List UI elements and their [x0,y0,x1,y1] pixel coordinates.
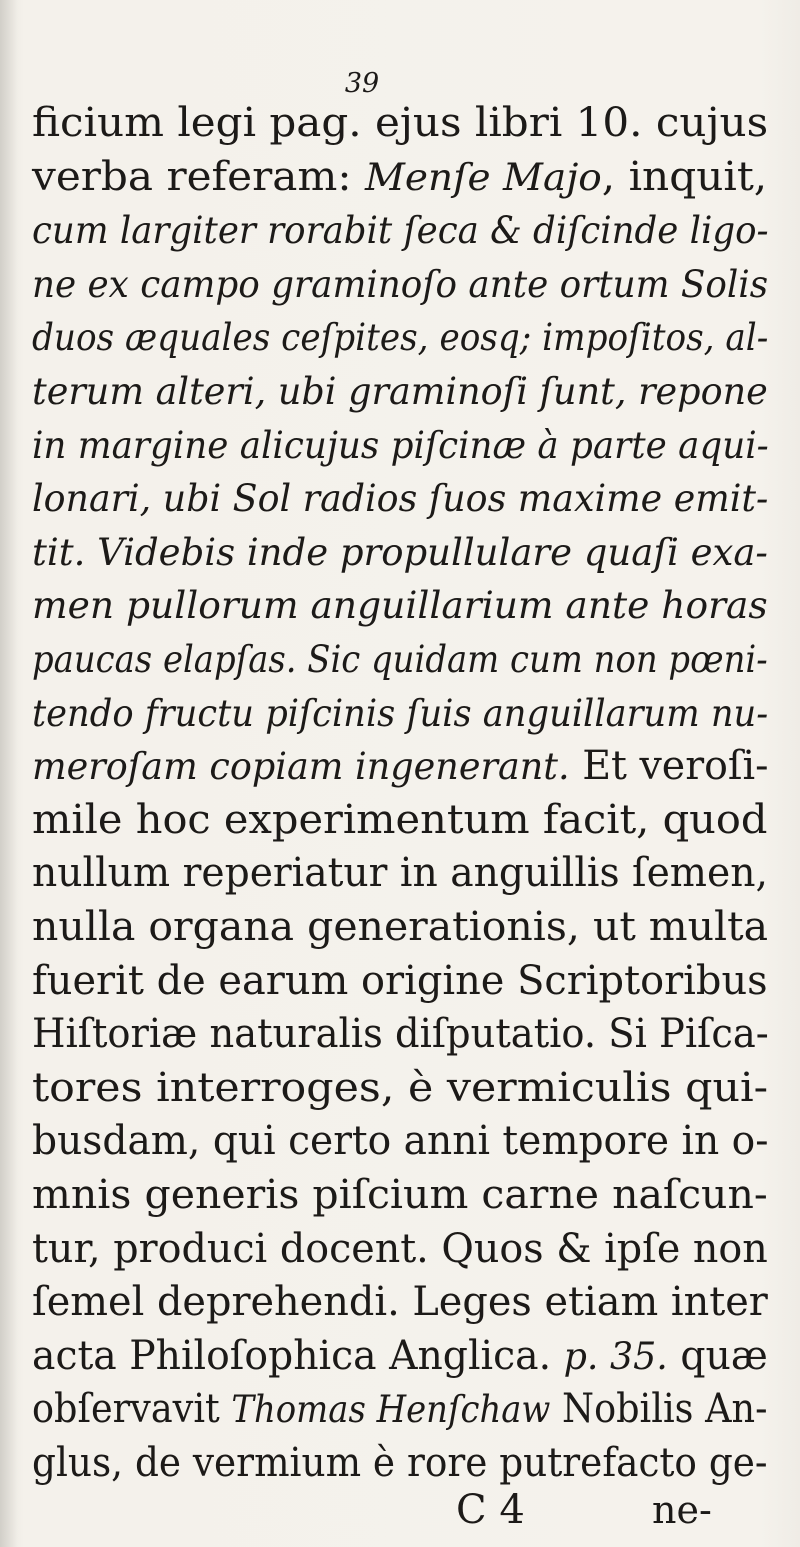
text-line [32,956,768,1006]
catchword: ne- [652,1488,712,1532]
italic-text: men pullorum anguillarium ante horas [32,584,768,628]
italic-text: Thomas Henſchaw [231,1388,551,1432]
italic-text: lonari, ubi Sol radios ſuos maxime emit- [32,477,769,521]
roman-text: tores interroges, è vermiculis qui- [32,1064,769,1111]
italic-text: tit. Videbis inde propullulare quaſi exa- [32,530,768,574]
text-line [32,634,768,684]
roman-text: nulla organa generationis, ut multa [32,904,769,950]
text-line [32,152,767,202]
text-line [32,688,768,738]
text-line [32,1224,768,1274]
italic-text: Menſe Majo [364,155,602,199]
text-line [32,795,767,845]
roman-text: , inquit, [601,153,768,200]
text-line [32,902,768,952]
signature-mark: C 4 [456,1487,525,1533]
italic-text: in margine alicujus piſcinæ à parte aqui- [32,423,769,467]
text-line [32,1331,768,1381]
text-line [32,1384,767,1434]
roman-text: quæ [667,1332,768,1379]
roman-text: glus, de vermium è rore putrefacto ge- [32,1440,768,1486]
roman-text: nullum reperiatur in anguillis ſemen, [32,850,768,897]
italic-text: ne ex campo graminoſo ante ortum Solis [32,262,769,306]
roman-text: fuerit de earum origine Scriptoribus [32,957,768,1004]
text-line [32,259,768,309]
text-line [32,580,768,630]
text-line [32,473,768,523]
italic-text: meroſam copiam ingenerant. [32,745,570,789]
text-line [32,1116,768,1166]
roman-text: mile hoc experimentum facit, quod [32,796,768,843]
text-line [32,1438,768,1488]
italic-text: p. 35. [563,1334,668,1378]
text-line [32,205,769,255]
italic-text: terum alteri, ubi graminoſi ſunt, repone [32,370,768,413]
gutter-shadow [0,0,18,1547]
roman-text: busdam, qui certo anni tempore in o- [32,1118,769,1165]
italic-text: tendo fructu piſcinis ſuis anguillarum nu- [32,691,769,735]
text-line [32,366,768,416]
roman-text: obſervavit [32,1386,232,1433]
italic-text: cum largiter rorabit ſeca & diſcinde ligo- [32,209,769,253]
text-line [32,741,769,791]
roman-text: Hiſtoriæ naturalis diſputatio. Si Piſca- [32,1011,769,1058]
roman-text: Nobilis An- [550,1386,768,1433]
text-line [32,848,768,898]
roman-text: acta Philoſophica Anglica. [32,1332,564,1379]
page-number: 39 [344,68,380,99]
text-line [32,1009,769,1059]
text-line [32,527,768,577]
text-line [32,312,768,362]
roman-text: Et veroſi- [569,743,769,790]
roman-text: tur, produci docent. Quos & ipſe non [32,1225,768,1272]
roman-text: verba referam: [32,153,365,200]
text-line [32,98,768,148]
italic-text: paucas elapſas. Sic quidam cum non pœni- [32,638,768,681]
roman-text: ficium legi pag. ejus libri 10. cujus [32,100,769,146]
text-line [32,1063,768,1113]
text-line [32,1170,768,1220]
text-line [32,420,769,470]
text-line [32,1277,768,1327]
italic-text: duos æquales ceſpites, eosq; impoſitos, al- [32,316,769,360]
roman-text: ſemel deprehendi. Leges etiam inter [32,1279,768,1326]
roman-text: mnis generis piſcium carne naſcun- [32,1172,768,1218]
